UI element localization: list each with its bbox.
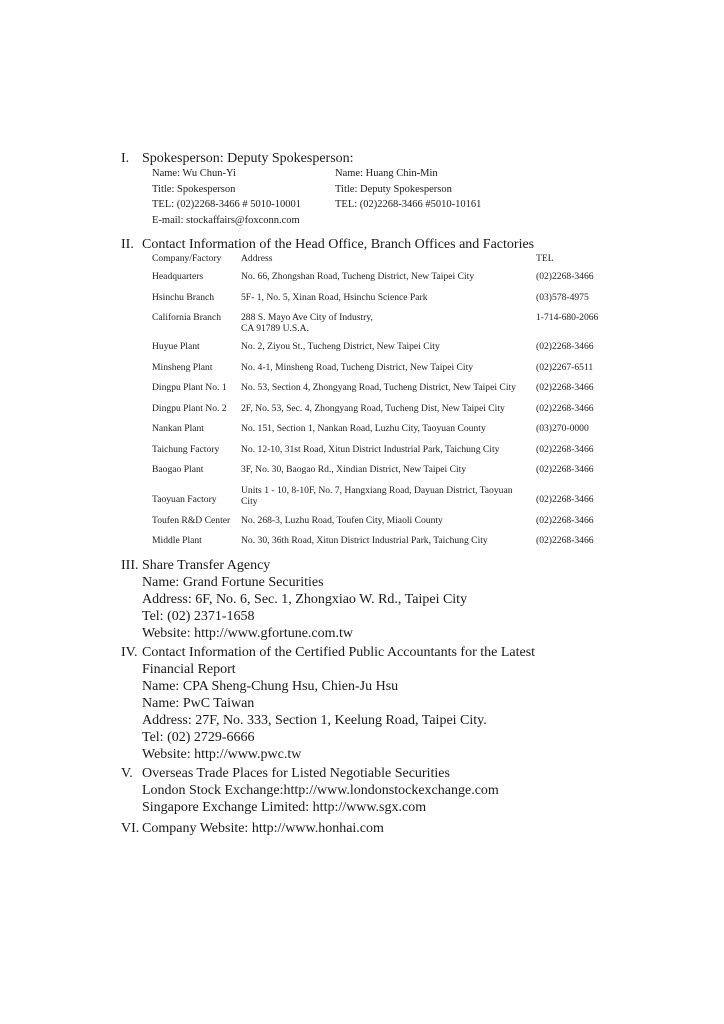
section-title: Company Website: http://www.honhai.com: [142, 821, 384, 836]
company-cell: Baogao Plant: [152, 464, 204, 475]
table-row: [152, 444, 598, 465]
section-share-transfer: [121, 557, 467, 642]
company-cell: Toufen R&D Center: [152, 514, 231, 526]
contacts-table: [152, 253, 598, 556]
exchange-singapore: Singapore Exchange Limited: http://www.sgx.com: [142, 800, 427, 815]
agency-website: Website: http://www.gfortune.com.tw: [142, 626, 354, 641]
company-cell: Nankan Plant: [152, 423, 204, 434]
tel-cell: (02)2268-3466: [536, 443, 594, 455]
tel-cell: (03)270-0000: [536, 423, 589, 434]
spokesperson-details: [152, 166, 572, 228]
table-header-row: [152, 253, 598, 271]
section-numeral: I.: [121, 151, 130, 166]
address-cell: 3F, No. 30, Baogao Rd., Xindian District, New Taipei City: [241, 464, 467, 475]
section-contacts: [121, 236, 534, 253]
address-cell: No. 53, Section 4, Zhongyang Road, Tucheng District, New Taipei City: [241, 382, 516, 393]
company-cell: Dingpu Plant No. 2: [152, 402, 227, 414]
section-title: Overseas Trade Places for Listed Negotiable Securities: [142, 766, 450, 781]
section-heading: [121, 557, 467, 574]
tel-cell: (02)2268-3466: [536, 464, 594, 475]
table-row: [152, 535, 598, 556]
agency-name: Name: Grand Fortune Securities: [142, 575, 324, 590]
tel-cell: (02)2268-3466: [536, 535, 594, 546]
section-heading: [121, 644, 535, 661]
section-title-continuation: Financial Report: [142, 662, 236, 677]
section-company-website: [121, 820, 384, 837]
column-header-tel: TEL: [536, 253, 554, 264]
tel-cell: (02)2268-3466: [536, 494, 594, 505]
tel-cell: (02)2268-3466: [536, 514, 594, 526]
column-header-address: Address: [241, 253, 273, 264]
firm-website: Website: http://www.pwc.tw: [142, 747, 302, 762]
section-numeral: V.: [121, 766, 133, 781]
deputy-tel: TEL: (02)2268-3466 #5010-10161: [335, 199, 482, 210]
address-line-2: CA 91789 U.S.A.: [241, 323, 309, 334]
section-heading: [121, 765, 499, 782]
company-cell: Hsinchu Branch: [152, 291, 215, 303]
address-cell: No. 2, Ziyou St., Tucheng District, New Taipei City: [241, 341, 440, 352]
company-cell: Taichung Factory: [152, 443, 220, 455]
table-row: [152, 362, 598, 383]
cpa-names: Name: CPA Sheng-Chung Hsu, Chien-Ju Hsu: [142, 679, 399, 694]
tel-cell: (02)2268-3466: [536, 341, 594, 352]
table-row: [152, 464, 598, 485]
table-row: [152, 403, 598, 424]
table-row: [152, 423, 598, 444]
section-overseas-trade: [121, 765, 499, 816]
agency-address: Address: 6F, No. 6, Sec. 1, Zhongxiao W. Rd., Taipei City: [142, 592, 468, 607]
table-row: [152, 485, 598, 515]
address-line-1: 288 S. Mayo Ave City of Industry,: [241, 312, 373, 323]
company-cell: Huyue Plant: [152, 341, 200, 352]
column-header-company: Company/Factory: [152, 253, 222, 264]
tel-cell: (03)578-4975: [536, 291, 589, 303]
company-cell: Middle Plant: [152, 535, 202, 546]
section-heading: [121, 236, 534, 253]
tel-cell: 1-714-680-2066: [536, 312, 599, 323]
firm-tel: Tel: (02) 2729-6666: [142, 730, 255, 745]
section-spokesperson: [121, 150, 354, 167]
section-title: Share Transfer Agency: [142, 558, 271, 573]
deputy-name: Name: Huang Chin-Min: [335, 168, 438, 179]
address-cell: No. 268-3, Luzhu Road, Toufen City, Miaoli County: [241, 514, 443, 526]
section-heading: [121, 820, 384, 837]
section-numeral: II.: [121, 237, 134, 252]
table-row: [152, 312, 598, 341]
company-cell: Headquarters: [152, 271, 204, 282]
firm-address: Address: 27F, No. 333, Section 1, Keelung Road, Taipei City.: [142, 713, 487, 728]
deputy-title: Title: Deputy Spokesperson: [335, 183, 452, 195]
spokesperson-title: Title: Spokesperson: [152, 183, 236, 195]
agency-tel: Tel: (02) 2371-1658: [142, 609, 255, 624]
table-row: [152, 341, 598, 362]
spokesperson-tel: TEL: (02)2268-3466 # 5010-10001: [152, 199, 302, 210]
section-title: Spokesperson: Deputy Spokesperson:: [142, 151, 354, 166]
address-cell: No. 66, Zhongshan Road, Tucheng District, New Taipei City: [241, 271, 475, 282]
tel-cell: (02)2268-3466: [536, 382, 594, 393]
table-row: [152, 292, 598, 313]
table-row: [152, 382, 598, 403]
tel-cell: (02)2268-3466: [536, 271, 594, 282]
table-row: [152, 271, 598, 292]
address-cell: No. 4-1, Minsheng Road, Tucheng District, New Taipei City: [241, 361, 474, 373]
table-row: [152, 515, 598, 536]
company-cell: Taoyuan Factory: [152, 494, 217, 505]
company-cell: California Branch: [152, 312, 221, 323]
address-cell: [241, 312, 536, 341]
address-cell: 2F, No. 53, Sec. 4, Zhongyang Road, Tucheng Dist, New Taipei City: [241, 402, 505, 414]
company-cell: Dingpu Plant No. 1: [152, 382, 227, 393]
spokesperson-email: E-mail: stockaffairs@foxconn.com: [152, 214, 300, 226]
address-cell: No. 30, 36th Road, Xitun District Industrial Park, Taichung City: [241, 535, 488, 546]
firm-name: Name: PwC Taiwan: [142, 696, 255, 711]
address-cell: 5F- 1, No. 5, Xinan Road, Hsinchu Science Park: [241, 291, 428, 303]
exchange-london: London Stock Exchange:http://www.londonstockexchange.com: [142, 783, 499, 798]
section-heading: [121, 150, 354, 167]
section-numeral: VI.: [121, 821, 140, 836]
address-line-1: Units 1 - 10, 8-10F, No. 7, Hangxiang Road, Dayuan District, Taoyuan: [241, 484, 513, 496]
address-cell: No. 151, Section 1, Nankan Road, Luzhu City, Taoyuan County: [241, 423, 486, 434]
address-cell: [241, 485, 536, 515]
section-title: Contact Information of the Certified Public Accountants for the Latest: [142, 645, 536, 660]
tel-cell: (02)2267-6511: [536, 361, 594, 373]
section-accountants: [121, 644, 535, 763]
address-line-2: City: [241, 495, 258, 507]
spokesperson-name: Name: Wu Chun-Yi: [152, 168, 236, 179]
section-numeral: III.: [121, 558, 139, 573]
address-cell: No. 12-10, 31st Road, Xitun District Industrial Park, Taichung City: [241, 443, 500, 455]
tel-cell: (02)2268-3466: [536, 402, 594, 414]
section-numeral: IV.: [121, 645, 138, 660]
company-cell: Minsheng Plant: [152, 361, 213, 373]
section-title: Contact Information of the Head Office, Branch Offices and Factories: [142, 237, 535, 252]
